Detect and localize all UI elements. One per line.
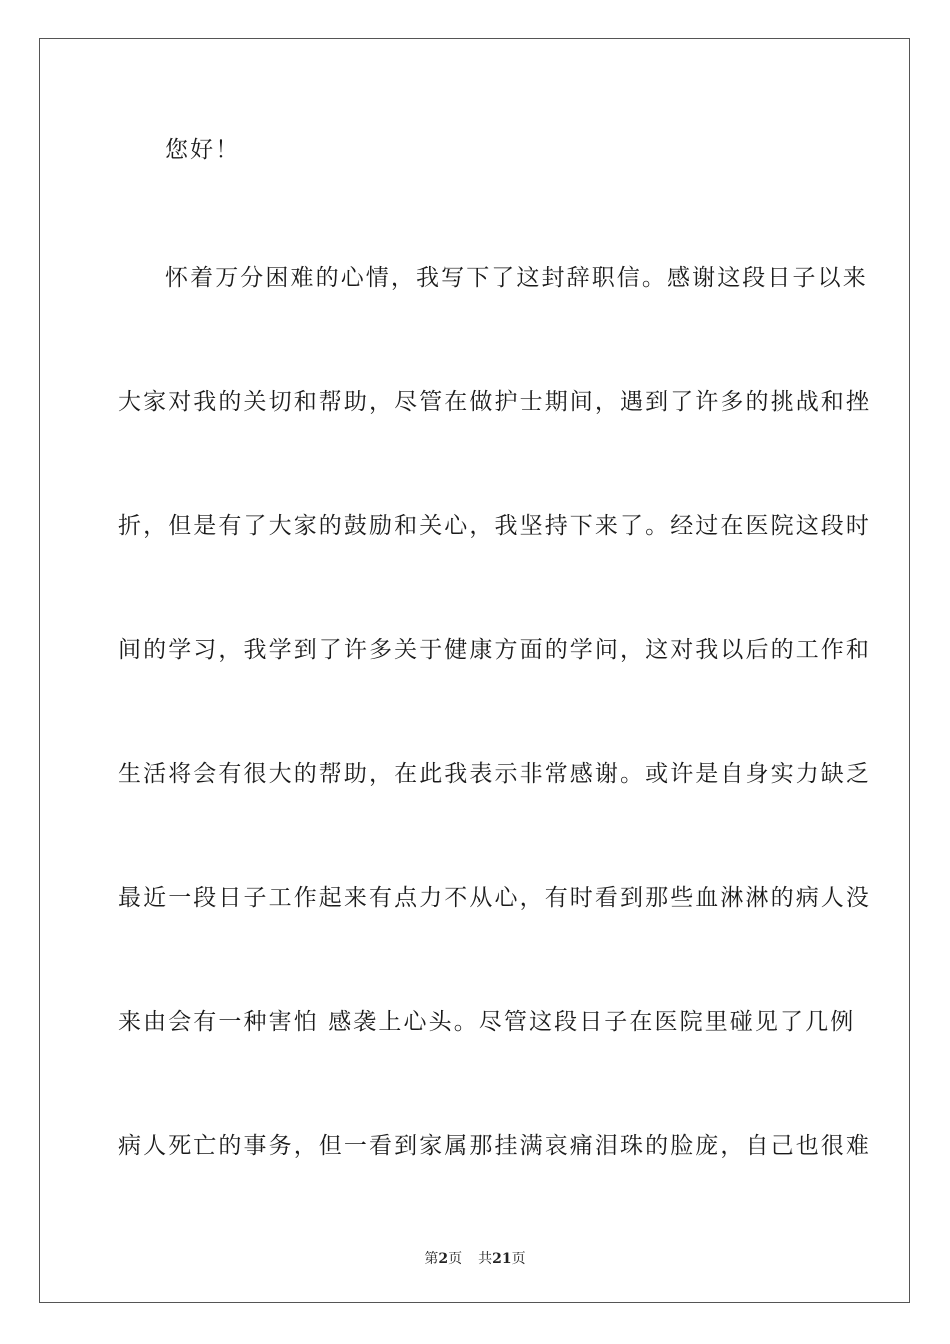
paragraph-line-4: 间的学习，我学到了许多关于健康方面的学问，这对我以后的工作和 (118, 637, 871, 663)
total-suffix: 页 (511, 1251, 526, 1267)
total-prefix: 共 (478, 1251, 493, 1267)
paragraph-line-2: 大家对我的关切和帮助，尽管在做护士期间，遇到了许多的挑战和挫 (118, 389, 871, 415)
paragraph-line-8: 病人死亡的事务，但一看到家属那挂满哀痛泪珠的脸庞，自己也很难 (118, 1133, 871, 1159)
greeting-text: 您好！ (165, 137, 241, 163)
page-prefix: 第 (424, 1251, 439, 1267)
page-number: 2 (438, 1251, 449, 1267)
paragraph-line-6: 最近一段日子工作起来有点力不从心，有时看到那些血淋淋的病人没 (118, 885, 871, 911)
page-suffix: 页 (448, 1251, 463, 1267)
paragraph-line-5: 生活将会有很大的帮助，在此我表示非常感谢。或许是自身实力缺乏 (118, 761, 871, 787)
paragraph-line-3: 折，但是有了大家的鼓励和关心，我坚持下来了。经过在医院这段时 (118, 513, 871, 539)
page-footer (0, 1248, 950, 1268)
page-border (39, 38, 910, 1303)
paragraph-line-7: 来由会有一种害怕 感袭上心头。尽管这段日子在医院里碰见了几例 (118, 1009, 856, 1035)
paragraph-line-1: 怀着万分困难的心情，我写下了这封辞职信。感谢这段日子以来 (165, 265, 868, 291)
total-pages: 21 (492, 1251, 512, 1267)
